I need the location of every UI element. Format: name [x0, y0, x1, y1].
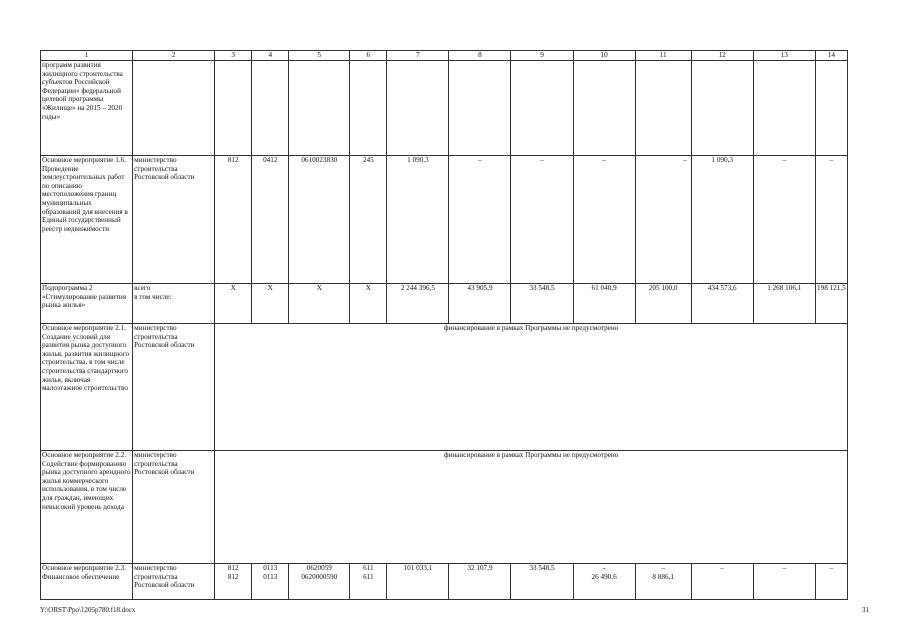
executor-cell: министерство строительства Ростовской области — [133, 564, 215, 600]
year-value: – — [602, 564, 606, 572]
cell — [215, 61, 252, 156]
table-row — [41, 284, 848, 324]
year-cell: 61 040,9 — [573, 284, 635, 324]
year-cell: 205 100,0 — [635, 284, 691, 324]
rzpr-cell — [252, 564, 289, 600]
year-value: – — [661, 564, 665, 572]
col-header: 8 — [449, 51, 511, 61]
cell — [387, 61, 449, 156]
vr-value: 611 — [363, 572, 374, 581]
total-cell: 2 244 396,5 — [387, 284, 449, 324]
cell — [815, 61, 847, 156]
col-header: 3 — [215, 51, 252, 61]
cell — [449, 61, 511, 156]
cell — [133, 61, 215, 156]
year-cell: 43 905,9 — [449, 284, 511, 324]
year-cell: 1 268 106,1 — [753, 284, 815, 324]
no-financing-note: финансирование в рамках Программы не предусмотрено — [215, 324, 848, 451]
no-financing-note: финансирование в рамках Программы не предусмотрено — [215, 451, 848, 564]
year-value: 8 886,1 — [652, 572, 674, 581]
year-cell: – — [573, 156, 635, 284]
grbs-value: 812 — [227, 572, 239, 581]
cell — [289, 61, 350, 156]
col-header: 1 — [41, 51, 133, 61]
csr-value: 0620000590 — [301, 572, 338, 581]
col-header: 14 — [815, 51, 847, 61]
grbs-cell: 812 — [215, 156, 252, 284]
year-cell: 1 090,3 — [691, 156, 753, 284]
grbs-cell — [215, 564, 252, 600]
year-cell — [635, 564, 691, 600]
executor-cell: министерство строительства Ростовской области — [133, 324, 215, 451]
col-header: 4 — [252, 51, 289, 61]
cell — [635, 61, 691, 156]
executor-cell: всего в том числе: — [133, 284, 215, 324]
year-cell: – — [815, 156, 847, 284]
col-header: 6 — [350, 51, 387, 61]
column-number-header — [41, 51, 848, 61]
csr-cell — [289, 564, 350, 600]
year-cell: – — [753, 564, 815, 600]
year-cell — [573, 564, 635, 600]
cell — [511, 61, 573, 156]
table-row — [41, 564, 848, 600]
col-header: 12 — [691, 51, 753, 61]
rzpr-cell: 0412 — [252, 156, 289, 284]
csr-cell: 0610023830 — [289, 156, 350, 284]
row-title: программ развития жилищного строительства субъектов Российской Федерации» федеральной целевой программы «Жилище» на 2015 – 2020 годы» — [41, 61, 133, 156]
year-cell: – — [691, 564, 753, 600]
col-header: 11 — [635, 51, 691, 61]
cell — [350, 61, 387, 156]
csr-cell: Х — [289, 284, 350, 324]
table-row — [41, 156, 848, 284]
row-title: Основное мероприятие 1.6. Проведение землеустроительных работ по описанию местоположения границ муниципальных образований для внесения в Единый государственный реестр недвижимости — [41, 156, 133, 284]
total-cell: 1 090,3 — [387, 156, 449, 284]
col-header: 13 — [753, 51, 815, 61]
grbs-cell: Х — [215, 284, 252, 324]
col-header: 7 — [387, 51, 449, 61]
rzpr-value: 0113 — [263, 564, 278, 572]
col-header: 2 — [133, 51, 215, 61]
year-cell: – — [815, 564, 847, 600]
row-title: Основное мероприятие 2.1. Создание условий для развития рынка доступного жилья, развития жилищного строительства, в том числе строительства стандартного жилья, включая малоэтажное строительство — [41, 324, 133, 451]
cell — [753, 61, 815, 156]
csr-value: 0620059 — [306, 564, 332, 572]
cell — [691, 61, 753, 156]
executor-cell: министерство строительства Ростовской области — [133, 451, 215, 564]
table-row — [41, 451, 848, 564]
year-cell: – — [449, 156, 511, 284]
program-table-sheet — [40, 50, 848, 600]
executor-cell: министерство строительства Ростовской области — [133, 156, 215, 284]
total-cell: 101 033,1 — [387, 564, 449, 600]
vr-cell: 245 — [350, 156, 387, 284]
grbs-value: 812 — [227, 564, 239, 572]
table-row — [41, 61, 848, 156]
cell — [252, 61, 289, 156]
year-cell: – — [511, 156, 573, 284]
col-header: 9 — [511, 51, 573, 61]
col-header: 10 — [573, 51, 635, 61]
row-title: Основное мероприятие 2.2. Содействие формированию рынка доступного арендного жилья коммерческого использования, в том числе для граждан, имеющих невысокий уровень дохода — [41, 451, 133, 564]
row-title: Подпрограмма 2 «Стимулирование развития рынка жилья» — [41, 284, 133, 324]
rzpr-cell: Х — [252, 284, 289, 324]
vr-value: 611 — [363, 564, 374, 572]
vr-cell: Х — [350, 284, 387, 324]
rzpr-value: 0113 — [263, 572, 278, 581]
cell — [573, 61, 635, 156]
vr-cell — [350, 564, 387, 600]
table-row — [41, 324, 848, 451]
year-cell: 32 107,9 — [449, 564, 511, 600]
year-cell: – — [753, 156, 815, 284]
row-title: Основное мероприятие 2.3. Финансовое обеспечение — [41, 564, 133, 600]
col-header: 5 — [289, 51, 350, 61]
page-number: 31 — [862, 606, 869, 614]
year-value: 26 490,6 — [591, 572, 617, 581]
year-cell: 434 573,6 — [691, 284, 753, 324]
year-cell: 33 548,5 — [511, 564, 573, 600]
file-path-footer: Y:\ORST\Ppo\1205p780.f18.docx — [40, 606, 136, 614]
year-cell: 33 548,5 — [511, 284, 573, 324]
year-cell: 198 121,5 — [815, 284, 847, 324]
program-financing-table — [40, 50, 848, 600]
year-cell: – — [635, 156, 691, 284]
